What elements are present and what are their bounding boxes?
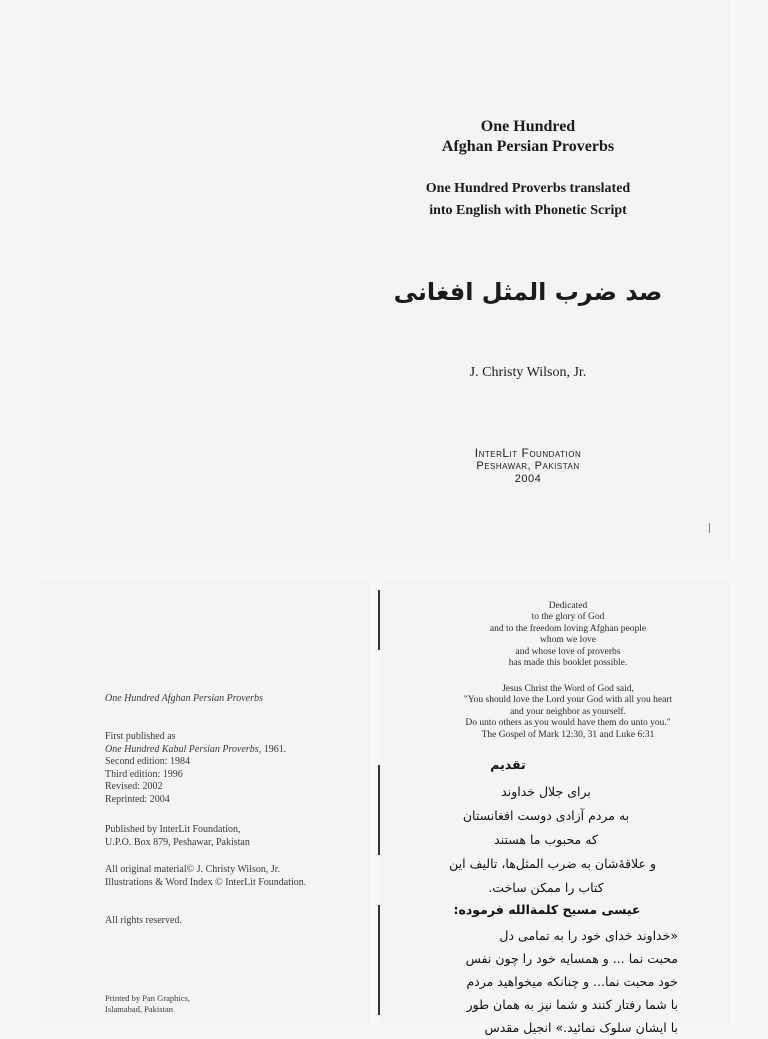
persian-quote-line: خود محبت نما... و چنانکه میخواهید مردم: [466, 974, 678, 989]
gutter-line-bottom: [378, 905, 380, 1015]
quote-line: The Gospel of Mark 12:30, 31 and Luke 6:31: [481, 729, 655, 740]
persian-title: صد ضرب المثل افغانی: [393, 278, 663, 306]
publication-year: 2004: [514, 473, 542, 485]
author-name: J. Christy Wilson, Jr.: [469, 365, 587, 380]
subtitle-line-2: into English with Phonetic Script: [429, 203, 627, 218]
dedication-line: and to the freedom loving Afghan people: [489, 623, 647, 634]
persian-dedication-line: که محبوب ما هستند: [494, 832, 598, 847]
persian-quote-line: با ایشان سلوک نمائید.» انجیل مقدس: [484, 1020, 678, 1035]
english-dedication: [418, 601, 718, 669]
edition-history: [105, 731, 286, 806]
persian-dedication-line: به مردم آزادی دوست افغانستان: [462, 808, 630, 823]
dedication-line: whom we love: [540, 635, 596, 646]
third-edition: Third edition: 1996: [105, 768, 183, 780]
persian-dedication-line: کتاب را ممکن ساخت.: [488, 880, 604, 895]
quote-line: "You should love the Lord your God with all you heart: [463, 695, 673, 706]
copyright-line-2: Illustrations & Word Index © InterLit Foundation.: [105, 876, 307, 888]
subtitle-line-1: One Hundred Proverbs translated: [425, 181, 631, 196]
copyright-notice: [105, 864, 306, 889]
first-published-label: First published as: [105, 731, 176, 742]
english-quote: [418, 684, 718, 741]
persian-dedication-heading: تقدیم: [490, 757, 526, 772]
rights-reserved: [105, 915, 182, 928]
postal-address: U.P.O. Box 879, Peshawar, Pakistan: [105, 836, 250, 848]
dedication-line: Dedicated: [548, 601, 588, 611]
dedication-line: to the glory of God: [531, 612, 605, 623]
persian-dedication: [436, 780, 656, 900]
persian-quote-heading: عیسی مسیح کلمةالله فرموده:: [453, 902, 641, 917]
copyright-book-title: [105, 693, 263, 706]
printed-place: Islamabad, Pakistan: [105, 1003, 173, 1014]
copyright-book-title-text: One Hundred Afghan Persian Proverbs: [105, 693, 263, 704]
original-title-line: [105, 744, 286, 757]
published-by: Published by InterLit Foundation,: [105, 824, 241, 835]
persian-dedication-line: و علاقهٔ‌شان به ضرب المثل‌ها، تالیف این: [449, 856, 656, 871]
publisher-address: [105, 824, 250, 849]
book-subtitle: [318, 178, 738, 222]
printer-info: [105, 993, 190, 1014]
persian-quote-line: محبت نما ... و همسایه خود را چون نفس: [465, 951, 678, 966]
dedication-line: has made this booklet possible.: [508, 658, 628, 669]
gutter-line-top: [378, 590, 380, 650]
book-title: [318, 117, 738, 157]
title-line-2: Afghan Persian Proverbs: [441, 138, 615, 155]
reprinted-year: Reprinted: 2004: [105, 793, 170, 805]
original-year: , 1961.: [258, 743, 287, 755]
second-edition: Second edition: 1984: [105, 756, 190, 767]
original-title: One Hundred Kabul Persian Proverbs: [105, 743, 259, 755]
scan-mark: [709, 523, 710, 533]
printed-by: Printed by Pan Graphics,: [105, 993, 190, 1003]
title-line-1: One Hundred: [480, 118, 576, 135]
gutter-line-middle: [378, 765, 380, 855]
persian-quote: [420, 924, 678, 1039]
persian-quote-line: «خداوند خدای خود را به تمامی دل: [499, 928, 678, 943]
copyright-line-1: All original material© J. Christy Wilson, Jr.: [105, 864, 281, 875]
quote-line: and your neighbor as yourself.: [510, 706, 626, 717]
rights-reserved-text: All rights reserved.: [105, 915, 182, 926]
persian-dedication-line: برای جلال خداوند: [501, 784, 591, 799]
revised-year: Revised: 2002: [105, 781, 163, 792]
dedication-line: and whose love of proverbs: [515, 646, 621, 657]
publisher-info: [318, 447, 738, 486]
persian-quote-line: با شما رفتار کنند و شما نیز به همان طور: [466, 997, 678, 1012]
quote-line: Do unto others as you would have them do unto you.": [465, 718, 671, 729]
quote-line: Jesus Christ the Word of God said,: [502, 684, 634, 694]
publisher-place: Peshawar, Pakistan: [476, 460, 580, 472]
publisher-name: InterLit Foundation: [474, 446, 582, 460]
